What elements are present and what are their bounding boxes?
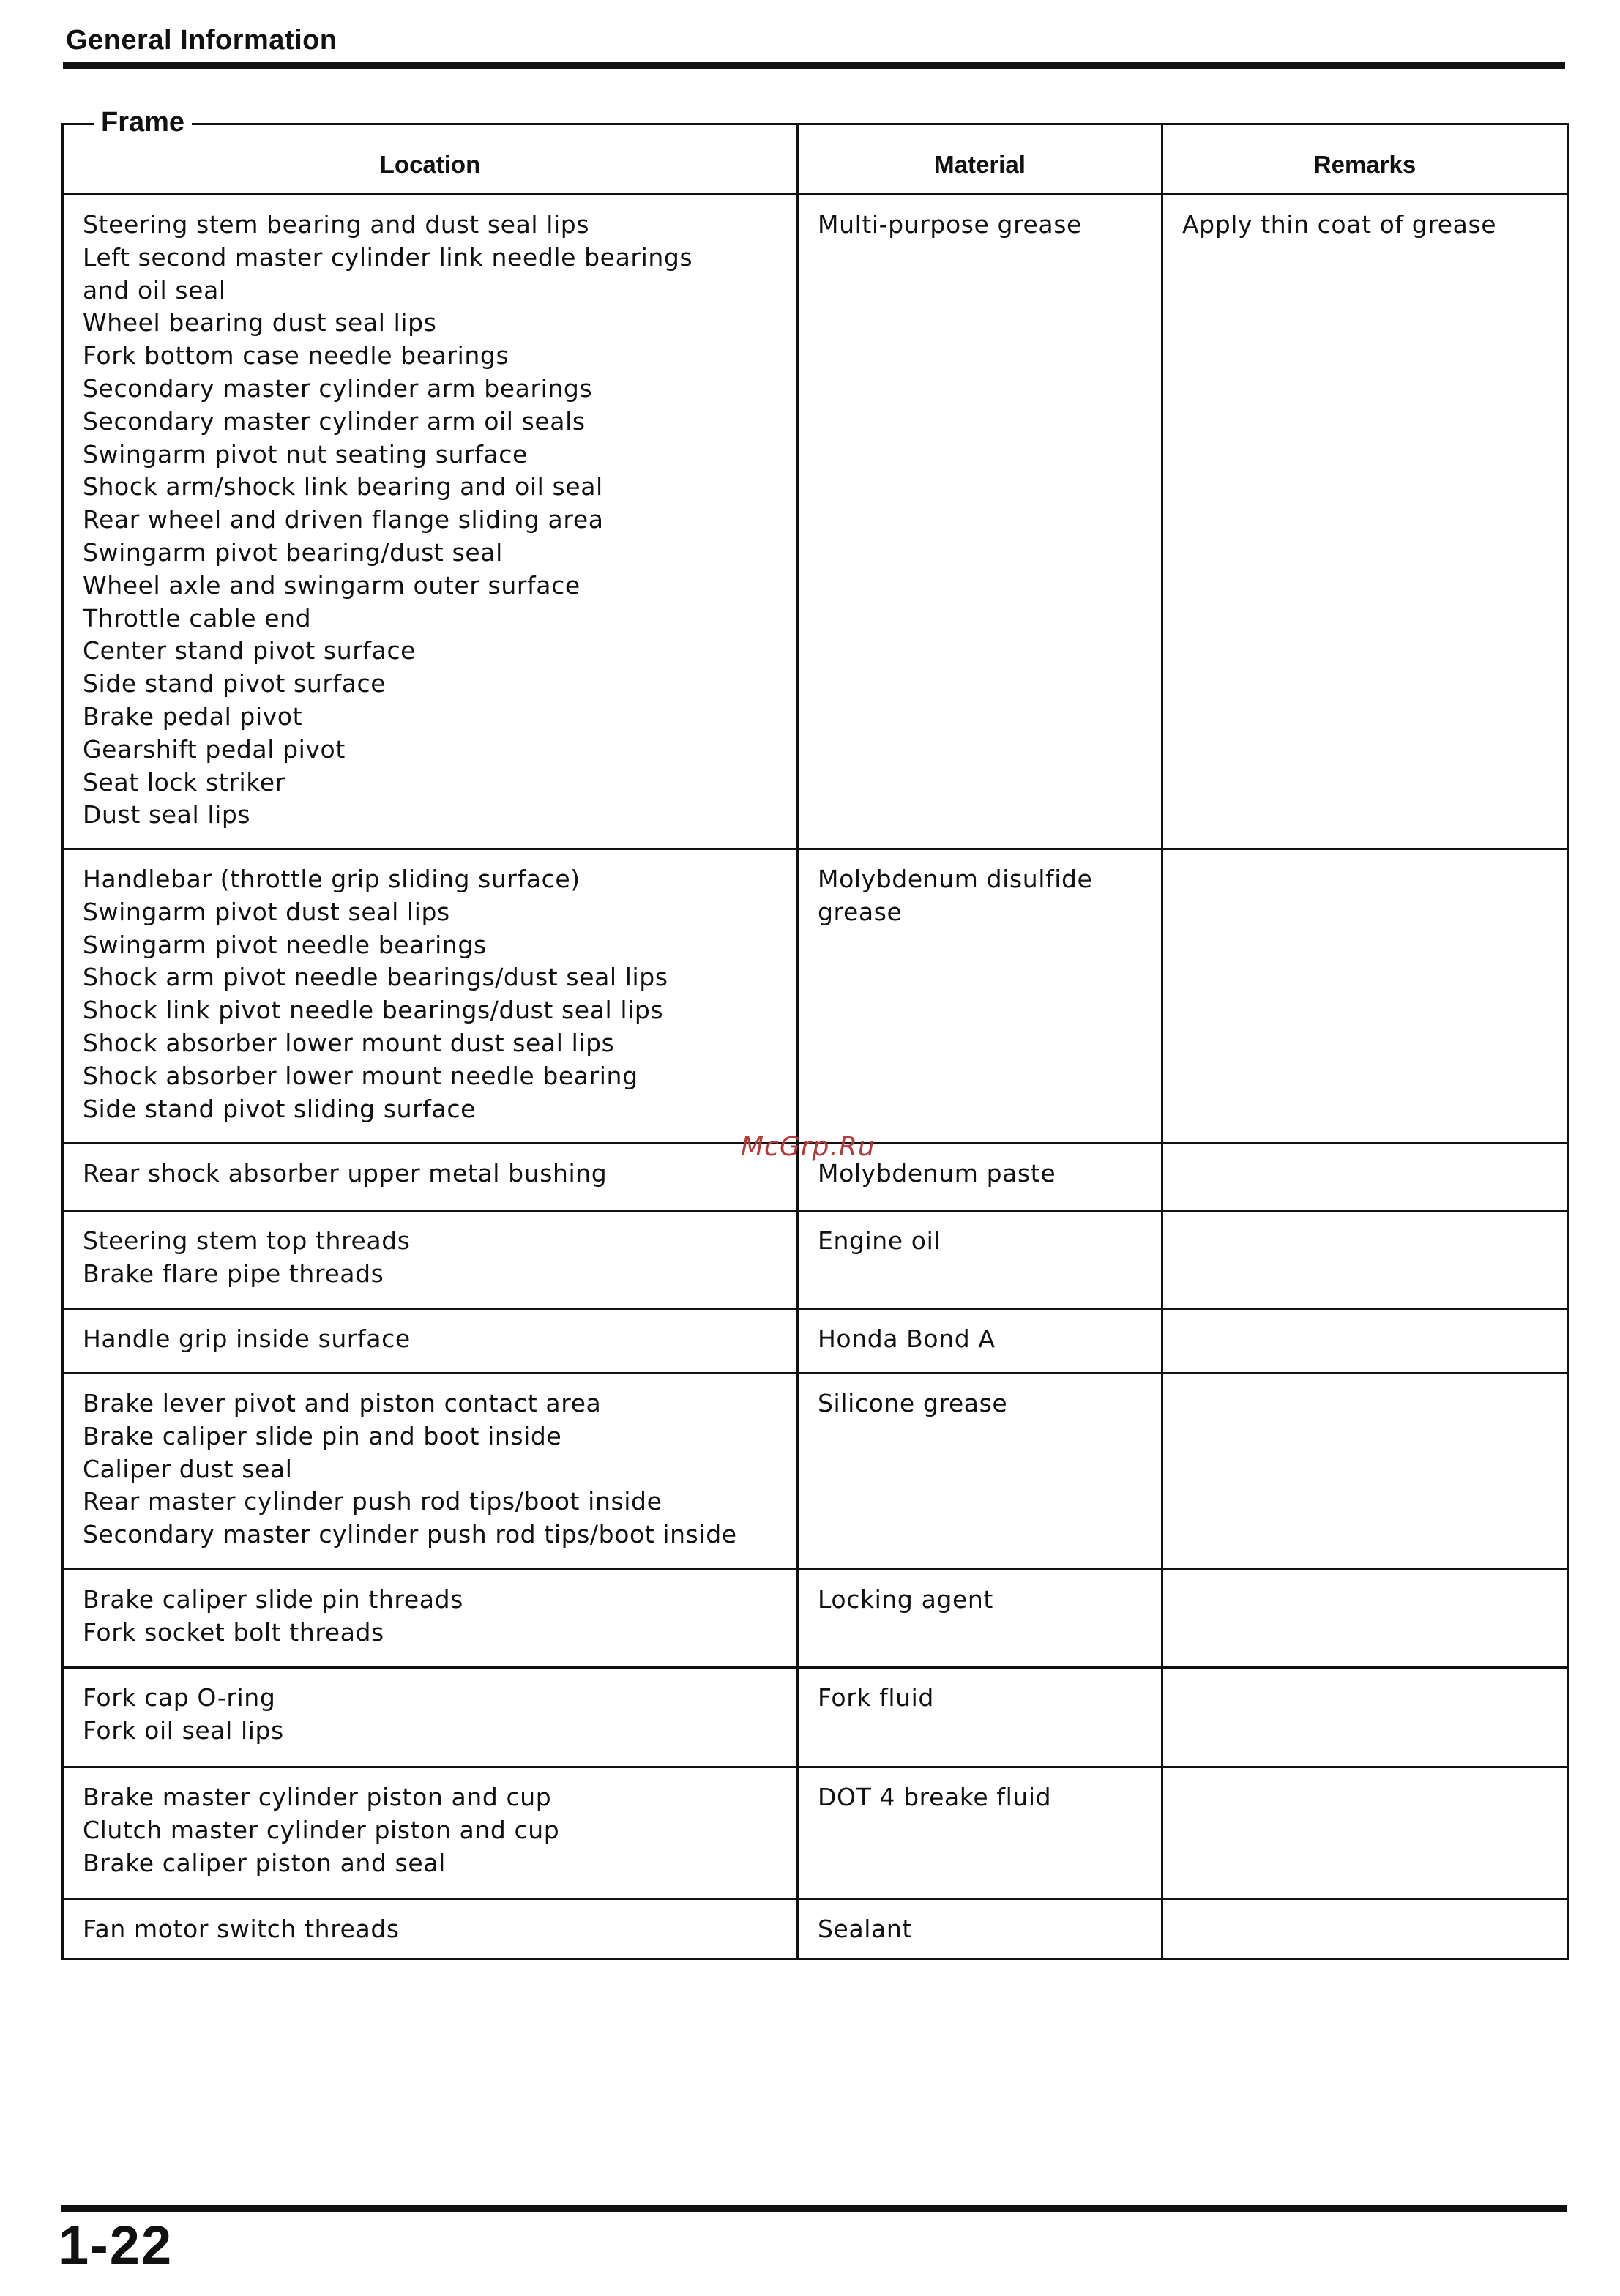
location-line: Seat lock striker (83, 767, 285, 797)
location-line: Brake caliper piston and seal (83, 1848, 446, 1877)
location-line: Swingarm pivot nut seating surface (83, 439, 528, 469)
location-line: Shock link pivot needle bearings/dust seal lips (83, 996, 664, 1025)
location-line: Steering stem top threads (83, 1226, 411, 1255)
location-line: Rear master cylinder push rod tips/boot inside (83, 1487, 662, 1516)
location-line: and oil seal (83, 275, 226, 305)
material-cell (798, 1899, 1162, 1959)
remarks-cell (1162, 1309, 1568, 1374)
material-line: DOT 4 breake fluid (818, 1783, 1052, 1811)
location-line: Left second master cylinder link needle bearings (83, 242, 693, 272)
location-line: Swingarm pivot needle bearings (83, 930, 487, 959)
material-cell (798, 1570, 1162, 1668)
table-header-row (63, 124, 1568, 195)
material-line: Multi-purpose grease (818, 210, 1082, 239)
location-cell (63, 195, 798, 849)
location-cell (63, 1309, 798, 1374)
page-number: 1-22 (59, 2215, 173, 2276)
location-line: Brake lever pivot and piston contact area (83, 1389, 602, 1417)
location-cell (63, 1767, 798, 1899)
location-line: Rear wheel and driven flange sliding area (83, 505, 604, 534)
material-cell (798, 1767, 1162, 1899)
material-cell (798, 1309, 1162, 1374)
material-line: Locking agent (818, 1585, 993, 1614)
location-line: Dust seal lips (83, 800, 251, 830)
location-line: Gearshift pedal pivot (83, 734, 346, 764)
location-line: Fork oil seal lips (83, 1715, 284, 1745)
remarks-text: Apply thin coat of grease (1182, 210, 1497, 239)
column-header-remarks: Remarks (1162, 124, 1568, 195)
location-line: Brake master cylinder piston and cup (83, 1783, 552, 1811)
page-header-title: General Information (66, 25, 337, 56)
remarks-cell (1162, 1374, 1568, 1570)
table-row (63, 1899, 1568, 1959)
location-line: Secondary master cylinder arm bearings (83, 373, 593, 403)
location-cell (63, 1144, 798, 1211)
location-line: Brake caliper slide pin threads (83, 1585, 463, 1614)
location-line: Caliper dust seal (83, 1454, 293, 1483)
material-line: Sealant (818, 1915, 912, 1943)
location-line: Fork bottom case needle bearings (83, 341, 509, 370)
material-line: Honda Bond A (818, 1324, 996, 1353)
location-cell (63, 1374, 798, 1570)
material-cell (798, 849, 1162, 1144)
material-cell (798, 1374, 1162, 1570)
location-line: Brake flare pipe threads (83, 1259, 384, 1288)
location-line: Rear shock absorber upper metal bushing (83, 1159, 608, 1188)
material-line: Molybdenum disulfide (818, 865, 1093, 893)
material-cell (798, 195, 1162, 849)
remarks-cell (1162, 1668, 1568, 1767)
material-line: grease (818, 897, 903, 926)
location-line: Brake caliper slide pin and boot inside (83, 1421, 562, 1450)
location-line: Shock absorber lower mount dust seal lips (83, 1028, 615, 1057)
location-line: Center stand pivot surface (83, 636, 417, 666)
column-header-material: Material (798, 124, 1162, 195)
material-line: Silicone grease (818, 1389, 1008, 1417)
column-header-location: Location (63, 124, 798, 195)
table-row (63, 1767, 1568, 1899)
location-line: Throttle cable end (83, 603, 312, 633)
remarks-cell (1162, 1211, 1568, 1309)
location-line: Shock arm/shock link bearing and oil seal (83, 472, 603, 502)
watermark: McGrp.Ru (741, 1132, 876, 1162)
location-line: Fork cap O-ring (83, 1683, 276, 1712)
location-cell (63, 1211, 798, 1309)
location-line: Wheel axle and swingarm outer surface (83, 570, 581, 600)
remarks-cell (1162, 195, 1568, 849)
location-line: Shock absorber lower mount needle bearing (83, 1061, 638, 1090)
location-line: Side stand pivot surface (83, 669, 387, 698)
location-line: Steering stem bearing and dust seal lips (83, 210, 590, 239)
remarks-cell (1162, 1899, 1568, 1959)
remarks-cell (1162, 849, 1568, 1144)
material-line: Engine oil (818, 1226, 941, 1255)
material-line: Fork fluid (818, 1683, 934, 1712)
location-line: Handlebar (throttle grip sliding surface) (83, 865, 581, 893)
header-rule (63, 61, 1565, 69)
table-row (63, 1668, 1568, 1767)
table-row (63, 1309, 1568, 1374)
location-line: Wheel bearing dust seal lips (83, 308, 437, 338)
location-line: Clutch master cylinder piston and cup (83, 1815, 560, 1844)
section-title: Frame (94, 107, 192, 138)
material-cell (798, 1668, 1162, 1767)
lubrication-table (61, 123, 1569, 1960)
location-line: Side stand pivot sliding surface (83, 1094, 476, 1123)
location-cell (63, 849, 798, 1144)
footer-rule (61, 2205, 1567, 2212)
location-line: Swingarm pivot bearing/dust seal (83, 537, 503, 567)
location-line: Secondary master cylinder arm oil seals (83, 406, 586, 436)
material-cell (798, 1211, 1162, 1309)
remarks-cell (1162, 1767, 1568, 1899)
table-row (63, 195, 1568, 849)
location-line: Brake pedal pivot (83, 701, 303, 731)
location-line: Secondary master cylinder push rod tips/boot inside (83, 1520, 737, 1549)
location-line: Swingarm pivot dust seal lips (83, 897, 450, 926)
location-line: Handle grip inside surface (83, 1324, 411, 1353)
table-row (63, 1211, 1568, 1309)
location-cell (63, 1668, 798, 1767)
table-row (63, 1374, 1568, 1570)
material-line: Molybdenum paste (818, 1159, 1056, 1188)
table-row (63, 849, 1568, 1144)
location-line: Shock arm pivot needle bearings/dust seal lips (83, 963, 668, 992)
location-cell (63, 1570, 798, 1668)
remarks-cell (1162, 1570, 1568, 1668)
location-line: Fan motor switch threads (83, 1915, 400, 1943)
location-line: Fork socket bolt threads (83, 1617, 384, 1647)
table-row (63, 1570, 1568, 1668)
location-cell (63, 1899, 798, 1959)
remarks-cell (1162, 1144, 1568, 1211)
